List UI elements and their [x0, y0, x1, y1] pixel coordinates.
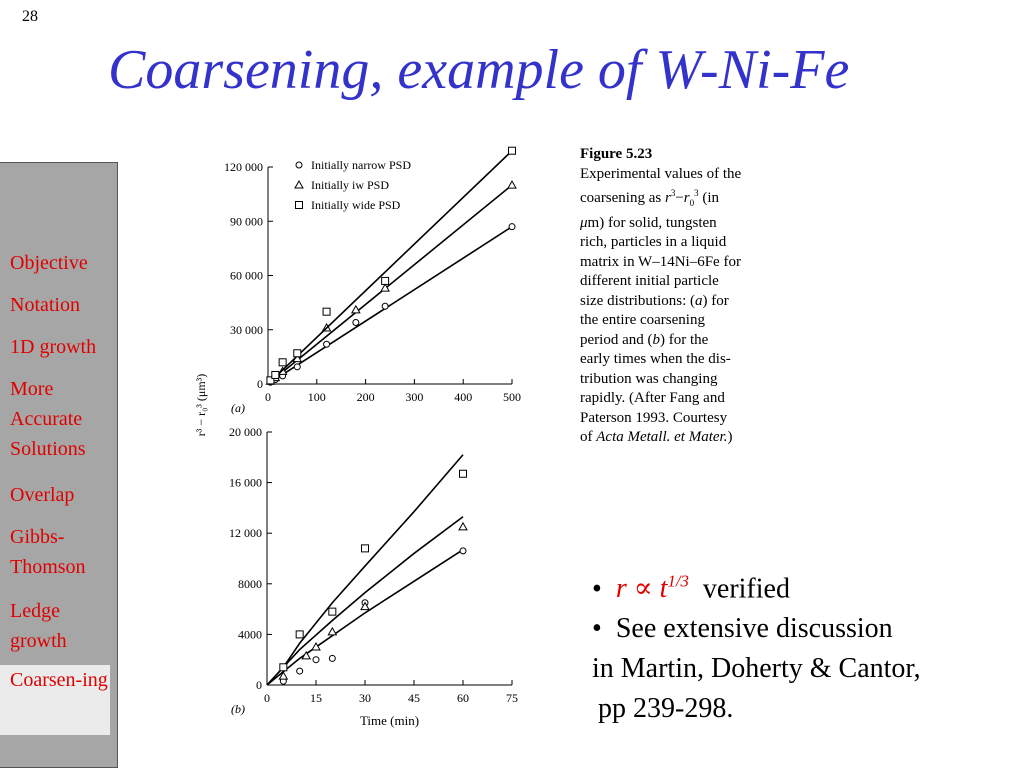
y-tick-label: 20 000	[229, 425, 262, 439]
x-tick-label: 0	[265, 390, 271, 404]
y-tick-label: 8000	[238, 576, 262, 591]
caption-line: different initial particle	[580, 273, 719, 289]
caption-line: rich, particles in a liquid	[580, 234, 727, 250]
data-point-circle	[324, 341, 330, 347]
caption-line: period and (b) for the	[580, 331, 709, 348]
data-point-square	[294, 350, 301, 357]
panel-label: (b)	[231, 702, 245, 716]
data-point-triangle	[459, 523, 467, 530]
data-point-circle	[353, 320, 359, 326]
bullet-continuation: in Martin, Doherty & Cantor,	[592, 653, 921, 685]
x-tick-label: 200	[356, 390, 375, 404]
x-tick-label: 30	[359, 691, 371, 705]
caption-line: of Acta Metall. et Mater.)	[580, 429, 733, 445]
figure-caption	[580, 145, 785, 448]
sidebar-item-coarsening[interactable]: Coarsen-ing	[0, 665, 110, 735]
caption-line: the entire coarsening	[580, 312, 705, 328]
caption-line: matrix in W–14Ni–6Fe for	[580, 253, 741, 270]
y-tick-label: 4000	[238, 627, 262, 642]
power-law-relation: $r \propto t^{1/3}$	[615, 572, 689, 605]
bullet-list	[592, 562, 921, 729]
sidebar-item-gibbs-thomson[interactable]: Gibbs-Thomson	[10, 526, 86, 578]
sidebar-item-notation[interactable]: Notation	[10, 294, 80, 316]
fit-line	[267, 550, 463, 685]
data-point-square	[323, 308, 330, 315]
x-tick-label: 400	[454, 390, 473, 404]
y-tick-label: 60 000	[230, 268, 263, 283]
page-number: 28	[22, 8, 38, 25]
y-tick-label: 30 000	[230, 322, 263, 337]
caption-line: Paterson 1993. Courtesy	[580, 409, 728, 426]
y-tick-label: 16 000	[229, 475, 262, 490]
panel-label: (a)	[231, 401, 245, 415]
caption-line: early times when the dis-	[580, 351, 731, 367]
bullet-item: • $r \propto t^{1/3}$ verified	[592, 572, 790, 605]
data-point-circle	[297, 668, 303, 674]
x-tick-label: 0	[264, 691, 270, 705]
y-axis-label: r³ − r₀³ (μm³)	[194, 373, 208, 437]
y-tick-label: 0	[257, 377, 263, 391]
sidebar-nav	[0, 162, 118, 768]
sidebar-item-ledge-growth[interactable]: Ledge growth	[10, 600, 67, 652]
legend-marker-triangle	[295, 181, 303, 188]
legend-marker-square	[296, 202, 303, 209]
legend-marker-circle	[296, 162, 302, 168]
caption-line: tribution was changing	[580, 370, 718, 387]
data-point-circle	[313, 657, 319, 663]
data-point-square	[382, 277, 389, 284]
sidebar-item-overlap[interactable]: Overlap	[10, 484, 75, 506]
caption-line: Experimental values of the	[580, 165, 742, 182]
data-point-circle	[294, 364, 300, 370]
data-point-square	[509, 147, 516, 154]
sidebar-item-objective[interactable]: Objective	[10, 252, 88, 274]
x-axis-label: Time (min)	[359, 713, 420, 728]
y-tick-label: 12 000	[229, 526, 262, 541]
caption-line: rapidly. (After Fang and	[580, 390, 725, 406]
bullet-item: • See extensive discussion	[592, 613, 893, 645]
data-point-circle	[382, 303, 388, 309]
sidebar-item-more-accurate-solutions[interactable]: More Accurate Solutions	[10, 378, 86, 460]
sidebar-item-1d-growth[interactable]: 1D growth	[10, 336, 97, 358]
data-point-square	[460, 470, 467, 477]
caption-line: coarsening as $r^3-r_0^3$ (in	[580, 188, 720, 208]
data-point-square	[362, 545, 369, 552]
data-point-triangle	[508, 181, 516, 188]
caption-title: Figure 5.23	[580, 146, 653, 162]
data-point-square	[329, 608, 336, 615]
caption-line: size distributions: (a) for	[580, 292, 729, 309]
y-tick-label: 0	[256, 678, 262, 692]
data-point-square	[279, 359, 286, 366]
data-point-circle	[509, 224, 515, 230]
data-point-circle	[329, 655, 335, 661]
caption-line: μm) for solid, tungsten	[580, 214, 717, 231]
fit-line	[268, 227, 512, 384]
data-point-square	[296, 631, 303, 638]
coarsening-figure	[190, 140, 570, 740]
bullet-continuation: pp 239-298.	[598, 693, 734, 725]
data-point-triangle	[312, 643, 320, 650]
fit-line	[268, 151, 512, 384]
data-point-square	[272, 371, 279, 378]
slide-title: Coarsening, example of W-Ni-Fe	[108, 39, 850, 101]
x-tick-label: 45	[408, 691, 420, 705]
x-tick-label: 15	[310, 691, 322, 705]
x-tick-label: 100	[307, 390, 326, 404]
x-tick-label: 75	[506, 691, 518, 705]
fit-line	[267, 455, 463, 685]
x-tick-label: 500	[503, 390, 521, 404]
x-tick-label: 60	[457, 691, 469, 705]
y-tick-label: 120 000	[224, 160, 263, 174]
y-tick-label: 90 000	[230, 214, 263, 229]
legend-entry: Initially narrow PSD	[311, 158, 411, 172]
data-point-circle	[460, 548, 466, 554]
x-tick-label: 300	[405, 390, 424, 404]
legend-entry: Initially wide PSD	[311, 198, 401, 212]
data-point-triangle	[328, 628, 336, 635]
legend-entry: Initially iw PSD	[311, 178, 390, 192]
data-point-square	[280, 664, 287, 671]
fit-line	[268, 185, 512, 384]
